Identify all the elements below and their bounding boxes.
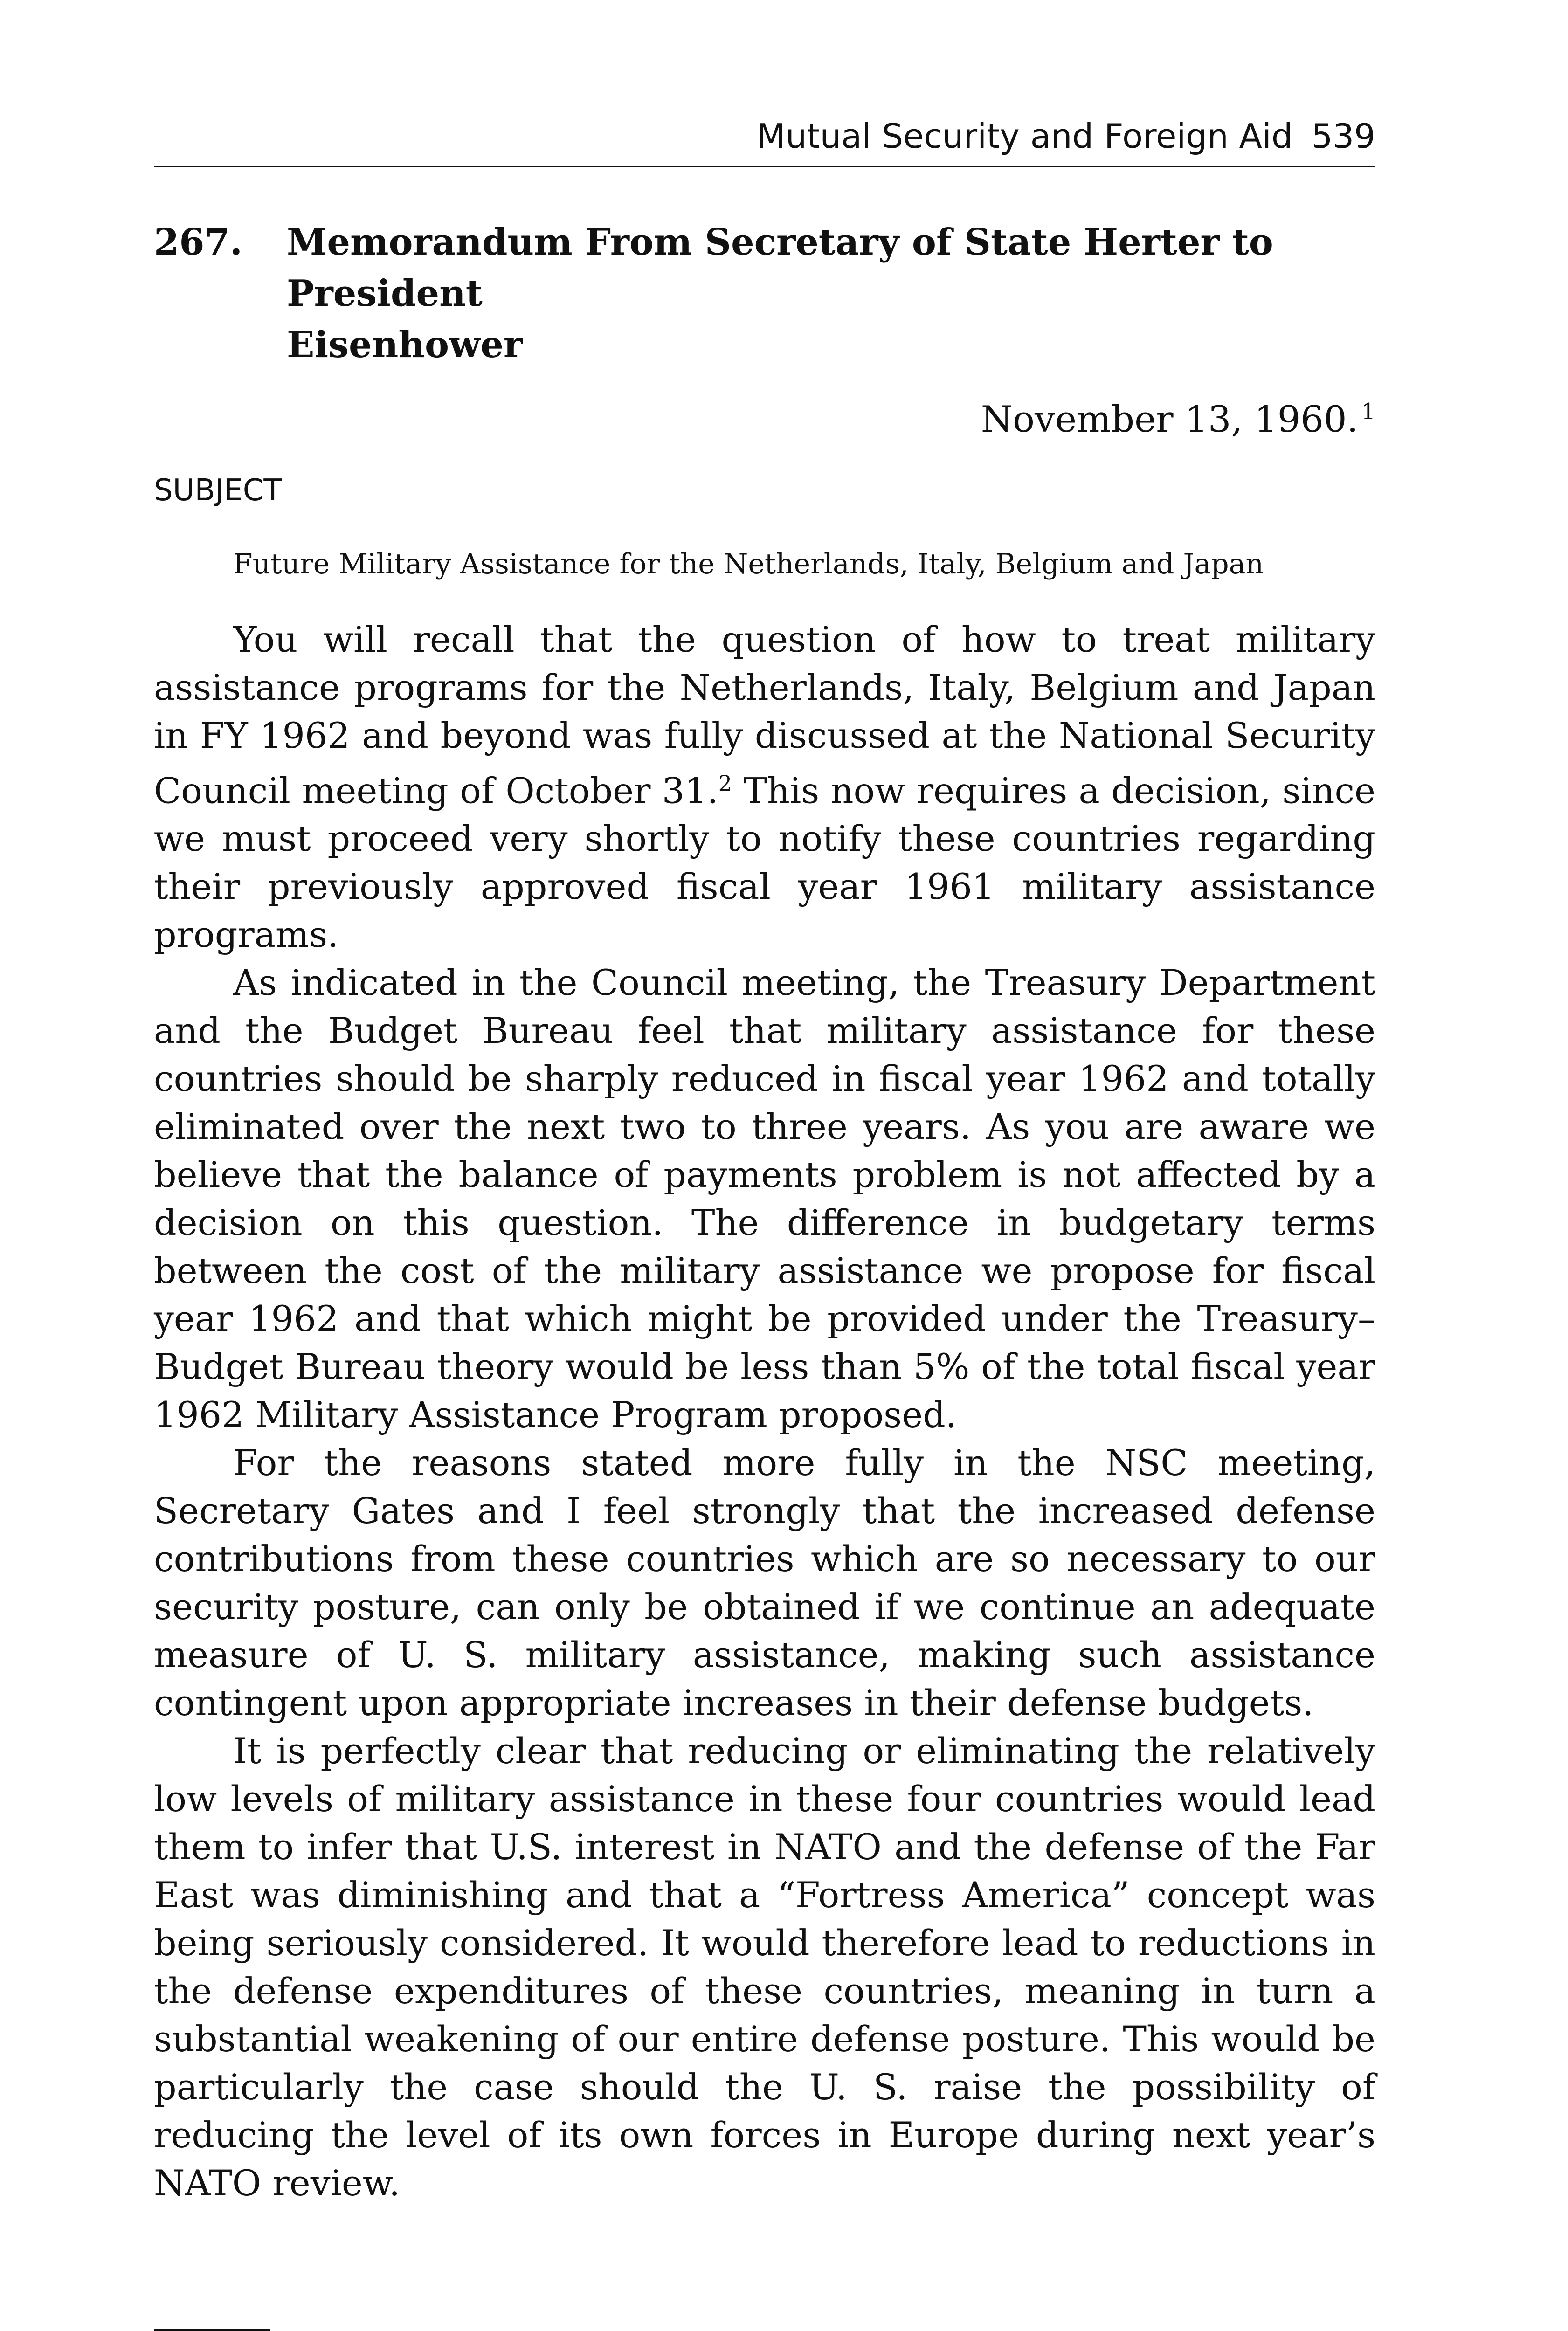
footnote-ref-1: 1 bbox=[1361, 399, 1375, 425]
subject-text: Future Military Assistance for the Netherlands, Italy, Belgium and Japan bbox=[233, 548, 1264, 580]
footnote-ref-2: 2 bbox=[718, 771, 732, 796]
running-head bbox=[154, 117, 1375, 167]
footnote-rule bbox=[154, 2329, 270, 2331]
paragraph-2: As indicated in the Council meeting, the Treasury Department and the Budget Bureau feel that military assistance for these countries should be sharply reduced in fiscal year 1962 and totally eliminated over the next two to three years. As you are aware we believe that the balance of payments problem is not affected by a decision on this question. The difference in budgetary terms between the cost of the military assistance we propose for fiscal year 1962 and that which might be provided under the Treasury–Budget Bureau theory would be less than 5% of the total fiscal year 1962 Military Assistance Program proposed. bbox=[154, 962, 1375, 1436]
document-title-line-2: Eisenhower bbox=[287, 324, 523, 366]
paragraph-1 bbox=[154, 615, 1375, 959]
paragraph-4: It is perfectly clear that reducing or eliminating the relatively low levels of military assistance in these four countries would lead them to infer that U.S. interest in NATO and the defense of the Far East was diminishing and that a “Fortress America” concept was being seriously considered. It would therefore lead to reductions in the defense expenditures of these countries, meaning in turn a substantial weakening of our entire defense posture. This would be particularly the case should the U. S. raise the possibility of reducing the level of its own forces in Europe during next year’s NATO review. bbox=[154, 1730, 1375, 2204]
subject-label: SUBJECT bbox=[154, 473, 282, 508]
paragraph-1-part-a: You will recall that the question of how to treat military assistance programs for the Netherlands, Italy, Belgium and Japan in FY 1962 and beyond was fully discussed at the National Security Council meeting of October 31. bbox=[154, 619, 1375, 812]
document-date bbox=[981, 399, 1375, 441]
page-number: 539 bbox=[1311, 117, 1375, 156]
document-title-line-1: Memorandum From Secretary of State Herter to President bbox=[287, 221, 1273, 315]
document-number: 267. bbox=[154, 221, 242, 263]
paragraph-1-part-b: This now requires a decision, since we must proceed very shortly to notify these countries regarding their previously approved fiscal year 1961 military assistance programs. bbox=[154, 770, 1376, 956]
memo-body bbox=[154, 615, 1375, 2207]
date-text: November 13, 1960. bbox=[981, 399, 1359, 441]
running-head-title: Mutual Security and Foreign Aid bbox=[756, 117, 1293, 156]
paragraph-3: For the reasons stated more fully in the NSC meeting, Secretary Gates and I feel strongly that the increased defense contributions from these countries which are so necessary to our security posture, can only be obtained if we continue an adequate measure of U. S. military assistance, making such assistance contingent upon appropriate increases in their defense budgets. bbox=[154, 1442, 1375, 1724]
document-title bbox=[287, 217, 1375, 371]
